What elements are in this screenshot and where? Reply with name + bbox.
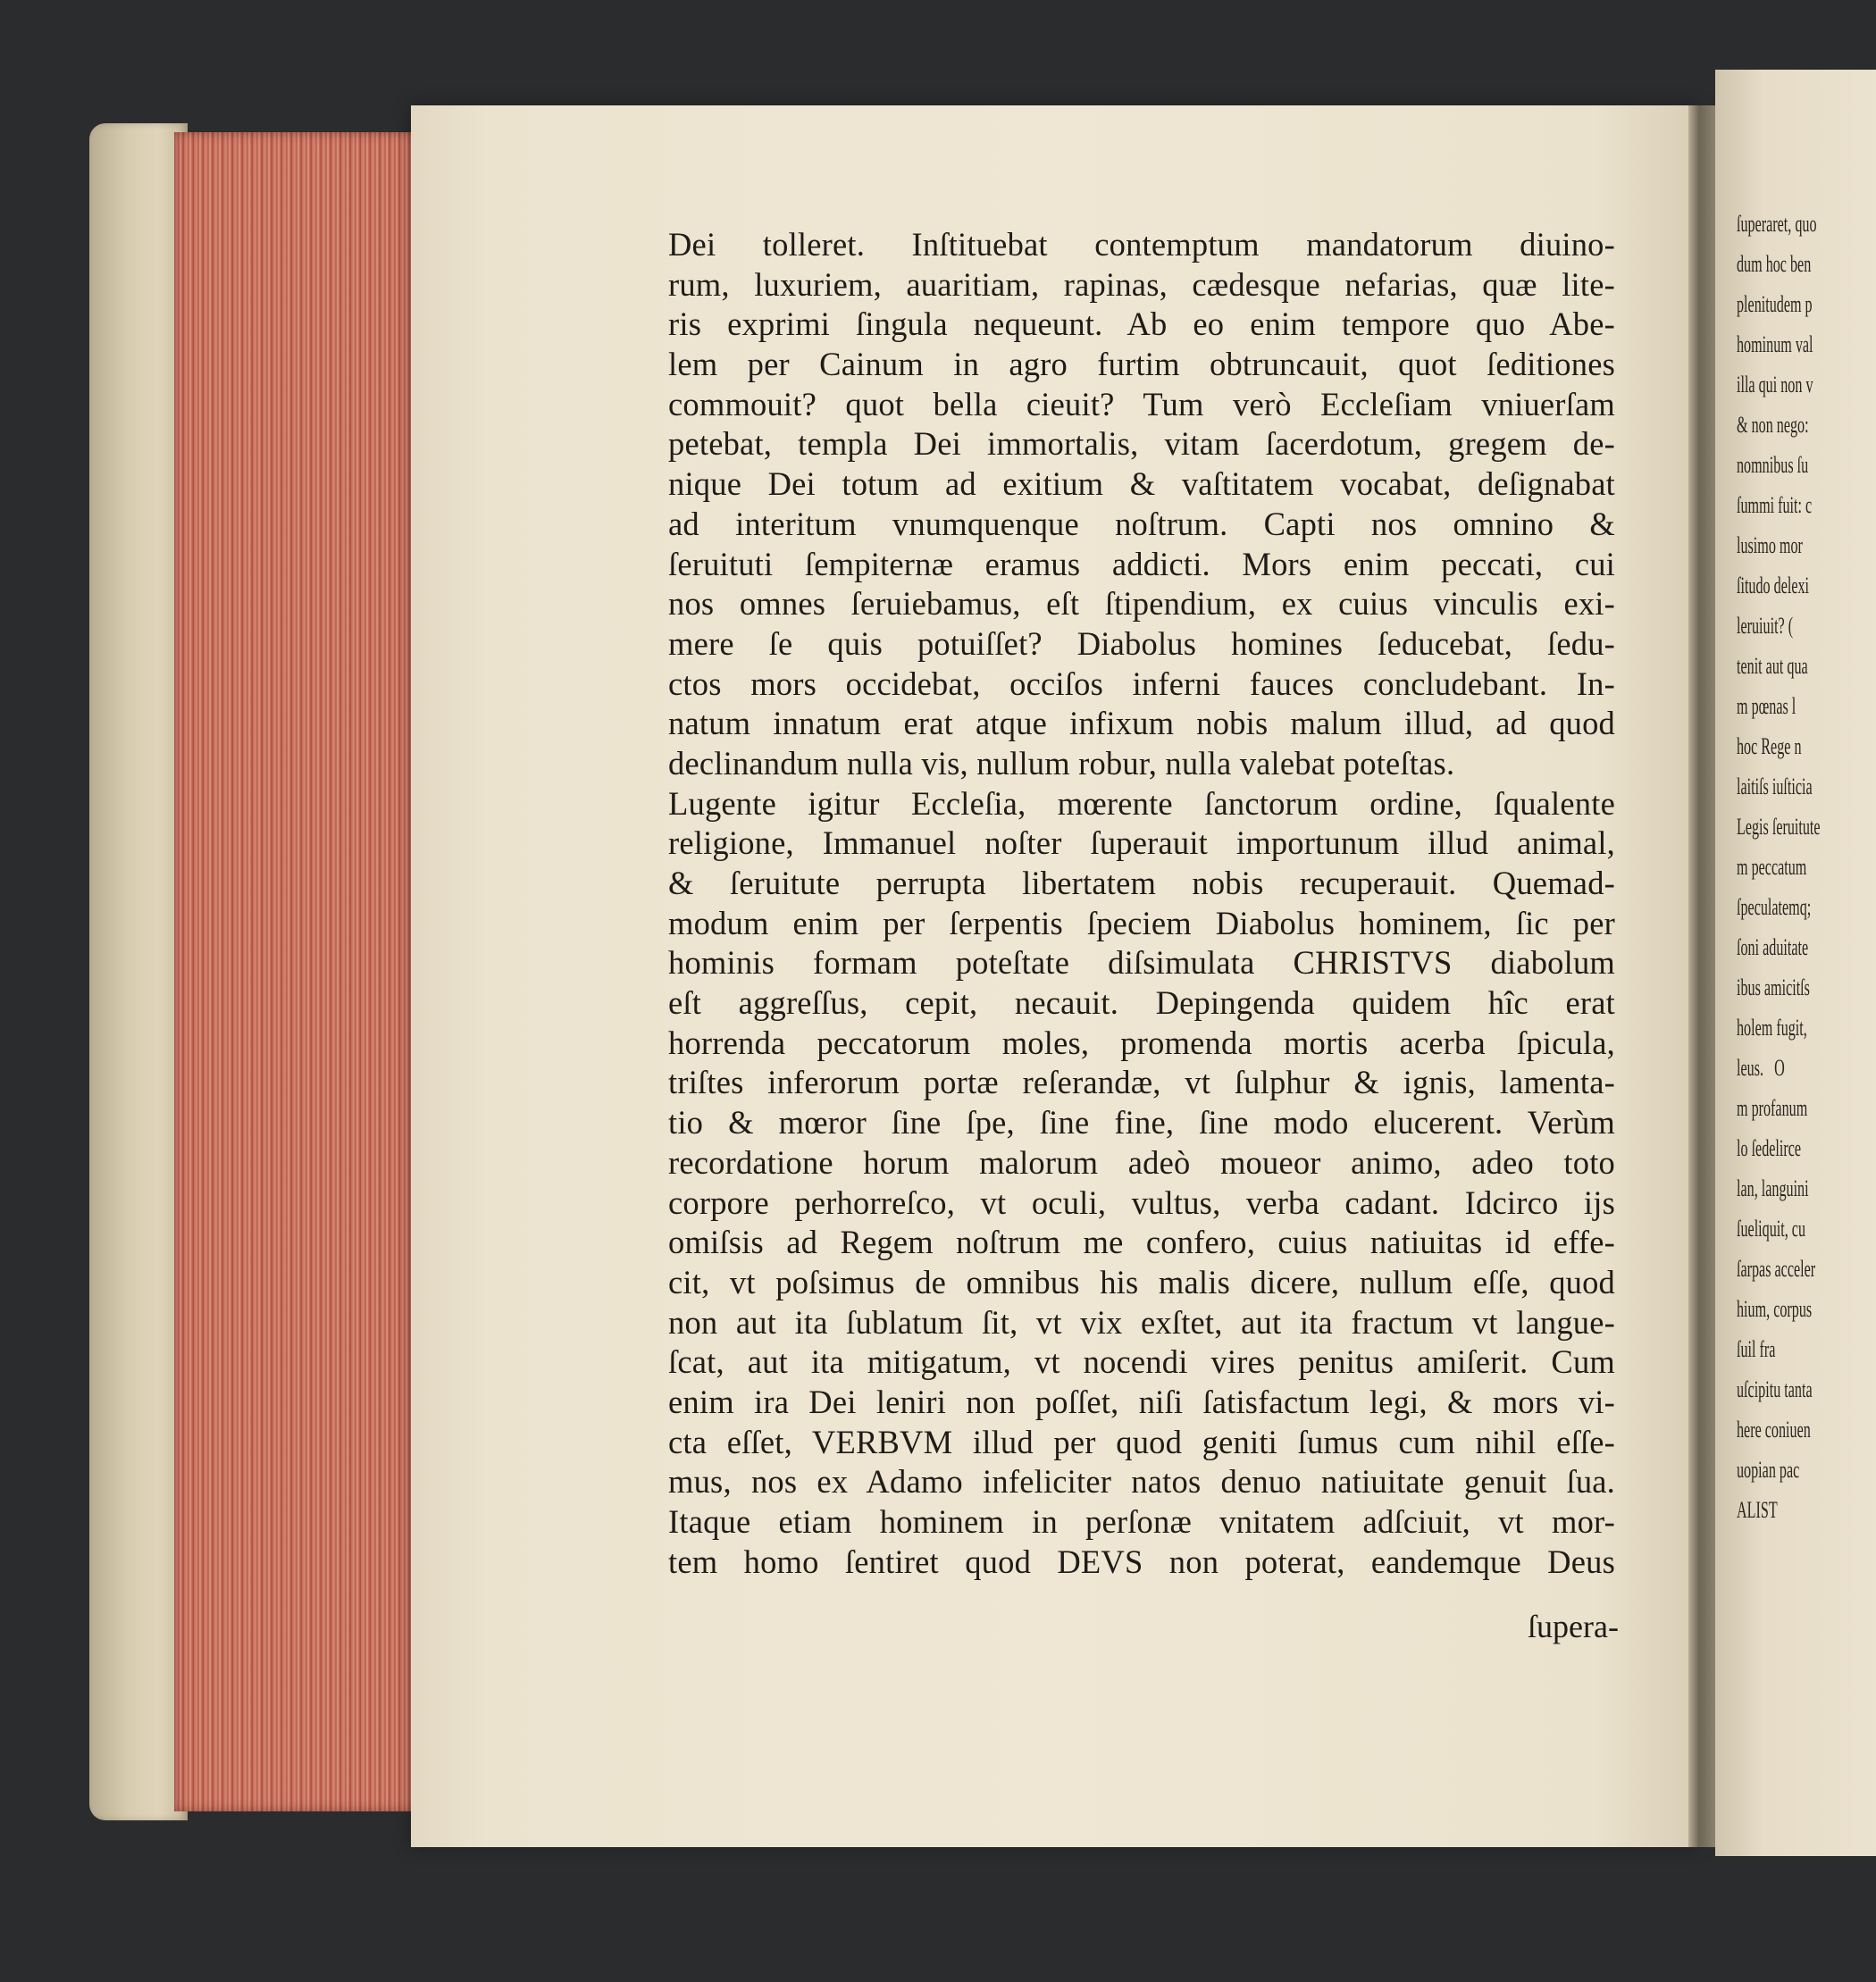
facing-page-line: & non nego: — [1737, 412, 1809, 438]
facing-page-line: tenit aut qua — [1737, 653, 1808, 679]
facing-page-line: lan, languini — [1737, 1175, 1809, 1201]
text-line: recordatione horum malorum adeò moueor animo, adeo toto — [668, 1143, 1615, 1181]
facing-page-line: ſoni aduitate — [1737, 934, 1809, 960]
facing-page-line: ſitudo delexi — [1737, 573, 1810, 598]
facing-page-line: nomnibus ſu — [1737, 452, 1809, 478]
text-line: Lugente igitur Eccleſia, mœrente ſanctorum ordine, ſqualente — [668, 784, 1615, 822]
text-line: ris exprimi ſingula nequeunt. Ab eo enim tempore quo Abe- — [668, 305, 1615, 343]
facing-page-line: Legis ſeruitute — [1737, 814, 1821, 840]
facing-page-line: ſueliquit, cu — [1737, 1216, 1806, 1242]
text-line: nos omnes ſeruiebamus, eſt ſtipendium, ex cuius vinculis exi- — [668, 585, 1615, 623]
facing-page-line: plenitudem p — [1737, 291, 1813, 317]
facing-page-line: m pœnas l — [1737, 693, 1796, 719]
facing-page-line: laitiſs iuſticia — [1737, 774, 1813, 799]
facing-page-line: ſuperaret, quo — [1737, 211, 1817, 237]
text-line: triſtes inferorum portæ reſerandæ, vt ſulphur & ignis, lamenta- — [668, 1064, 1615, 1101]
facing-page-text — [1737, 204, 1847, 1530]
facing-page-line: illa qui non v — [1737, 372, 1813, 397]
facing-page-line: ſarpas acceler — [1737, 1256, 1816, 1282]
facing-page-line: ALIST — [1737, 1497, 1778, 1523]
facing-page-line: leruiuit? ( — [1737, 613, 1794, 639]
gutter — [1688, 105, 1715, 1847]
facing-page-line: uopian pac — [1737, 1457, 1800, 1483]
text-line: petebat, templa Dei immortalis, vitam ſacerdotum, gregem de- — [668, 425, 1615, 463]
text-line: ſcat, aut ita mitigatum, vt nocendi vires penitus amiſerit. Cum — [668, 1343, 1615, 1381]
catchword: ſupera- — [1528, 1609, 1619, 1644]
facing-page-line: holem fugit, — [1737, 1015, 1807, 1041]
text-line: ad interitum vnumquenque noſtrum. Capti nos omnino & — [668, 505, 1615, 542]
text-line: declinandum nulla vis, nullum robur, nulla valebat poteſtas. — [668, 744, 1455, 782]
facing-page-line: lusimo mor — [1737, 532, 1803, 558]
text-line: modum enim per ſerpentis ſpeciem Diabolus hominem, ſic per — [668, 904, 1615, 941]
facing-page-line: ibus amicitſs — [1737, 974, 1810, 1000]
text-line: cit, vt poſsimus de omnibus his malis dicere, nullum eſſe, quod — [668, 1263, 1615, 1300]
text-line: enim ira Dei leniri non poſſet, niſi ſatisfactum legi, & mors vi- — [668, 1383, 1615, 1420]
text-line: ctos mors occidebat, occiſos inferni fauces concludebant. In- — [668, 665, 1615, 702]
facing-page-line: m profanum — [1737, 1095, 1808, 1121]
facing-page-line: ſummi fuit: c — [1737, 492, 1813, 518]
text-line: commouit? quot bella cieuit? Tum verò Eccleſiam vniuerſam — [668, 385, 1615, 422]
facing-page-line: dum hoc ben — [1737, 251, 1812, 277]
facing-page — [1715, 70, 1876, 1856]
text-line: non aut ita ſublatum ſit, vt vix exſtet, aut ita fractum vt langue- — [668, 1303, 1615, 1341]
text-line: cta eſſet, VERBVM illud per quod geniti ſumus cum nihil eſſe- — [668, 1423, 1615, 1460]
text-line: mus, nos ex Adamo infeliciter natos denuo natiuitate genuit ſua. — [668, 1463, 1615, 1501]
text-line: Itaque etiam hominem in perſonæ vnitatem adſciuit, vt mor- — [668, 1503, 1615, 1540]
text-line: hominis formam poteſtate diſsimulata CHRISTVS diabolum — [668, 944, 1615, 982]
facing-page-line: lo ſedelirce — [1737, 1135, 1802, 1161]
facing-page-line: hium, corpus — [1737, 1296, 1813, 1322]
text-line: eſt aggreſſus, cepit, necauit. Depingenda quidem hîc erat — [668, 984, 1615, 1022]
text-line: tio & mœror ſine ſpe, ſine fine, ſine modo elucerent. Verùm — [668, 1104, 1615, 1142]
text-line: rum, luxuriem, auaritiam, rapinas, cædesque nefarias, quæ lite- — [668, 265, 1615, 303]
text-line: & ſeruitute perrupta libertatem nobis recuperauit. Quemad- — [668, 865, 1615, 901]
text-line: omiſsis ad Regem noſtrum me confero, cuius natiuitas id effe- — [668, 1224, 1615, 1261]
text-line: natum innatum erat atque infixum nobis malum illud, ad quod — [668, 705, 1615, 742]
main-text-block — [668, 225, 1615, 1582]
facing-page-line: uſcipitu tanta — [1737, 1376, 1813, 1402]
text-line: religione, Immanuel noſter ſuperauit importunum illud animal, — [668, 824, 1615, 862]
text-line: corpore perhorreſco, vt oculi, vultus, verba cadant. Idcirco ijs — [668, 1183, 1615, 1221]
book-cover-left — [89, 123, 188, 1820]
text-line: Dei tolleret. Inſtituebat contemptum mandatorum diuino- — [668, 226, 1615, 263]
text-line: nique Dei totum ad exitium & vaſtitatem vocabat, deſignabat — [668, 465, 1615, 503]
facing-page-line: hoc Rege n — [1737, 733, 1802, 759]
text-line: ſeruituti ſempiternæ eramus addicti. Mors enim peccati, cui — [668, 545, 1615, 582]
text-line: tem homo ſentiret quod DEVS non poterat, eandemque Deus — [668, 1543, 1615, 1580]
facing-page-line: leus. O — [1737, 1055, 1785, 1081]
text-line: horrenda peccatorum moles, promenda mortis acerba ſpicula, — [668, 1024, 1615, 1061]
text-line: mere ſe quis potuiſſet? Diabolus homines ſeducebat, ſedu- — [668, 624, 1615, 662]
facing-page-line: ſuil fra — [1737, 1336, 1776, 1362]
facing-page-line: hominum val — [1737, 331, 1813, 357]
facing-page-line: m peccatum — [1737, 854, 1807, 880]
facing-page-line: ſpeculatemq; — [1737, 894, 1812, 920]
text-line: lem per Cainum in agro furtim obtruncauit, quot ſeditiones — [668, 346, 1615, 383]
facing-page-line: here coniuen — [1737, 1417, 1811, 1443]
